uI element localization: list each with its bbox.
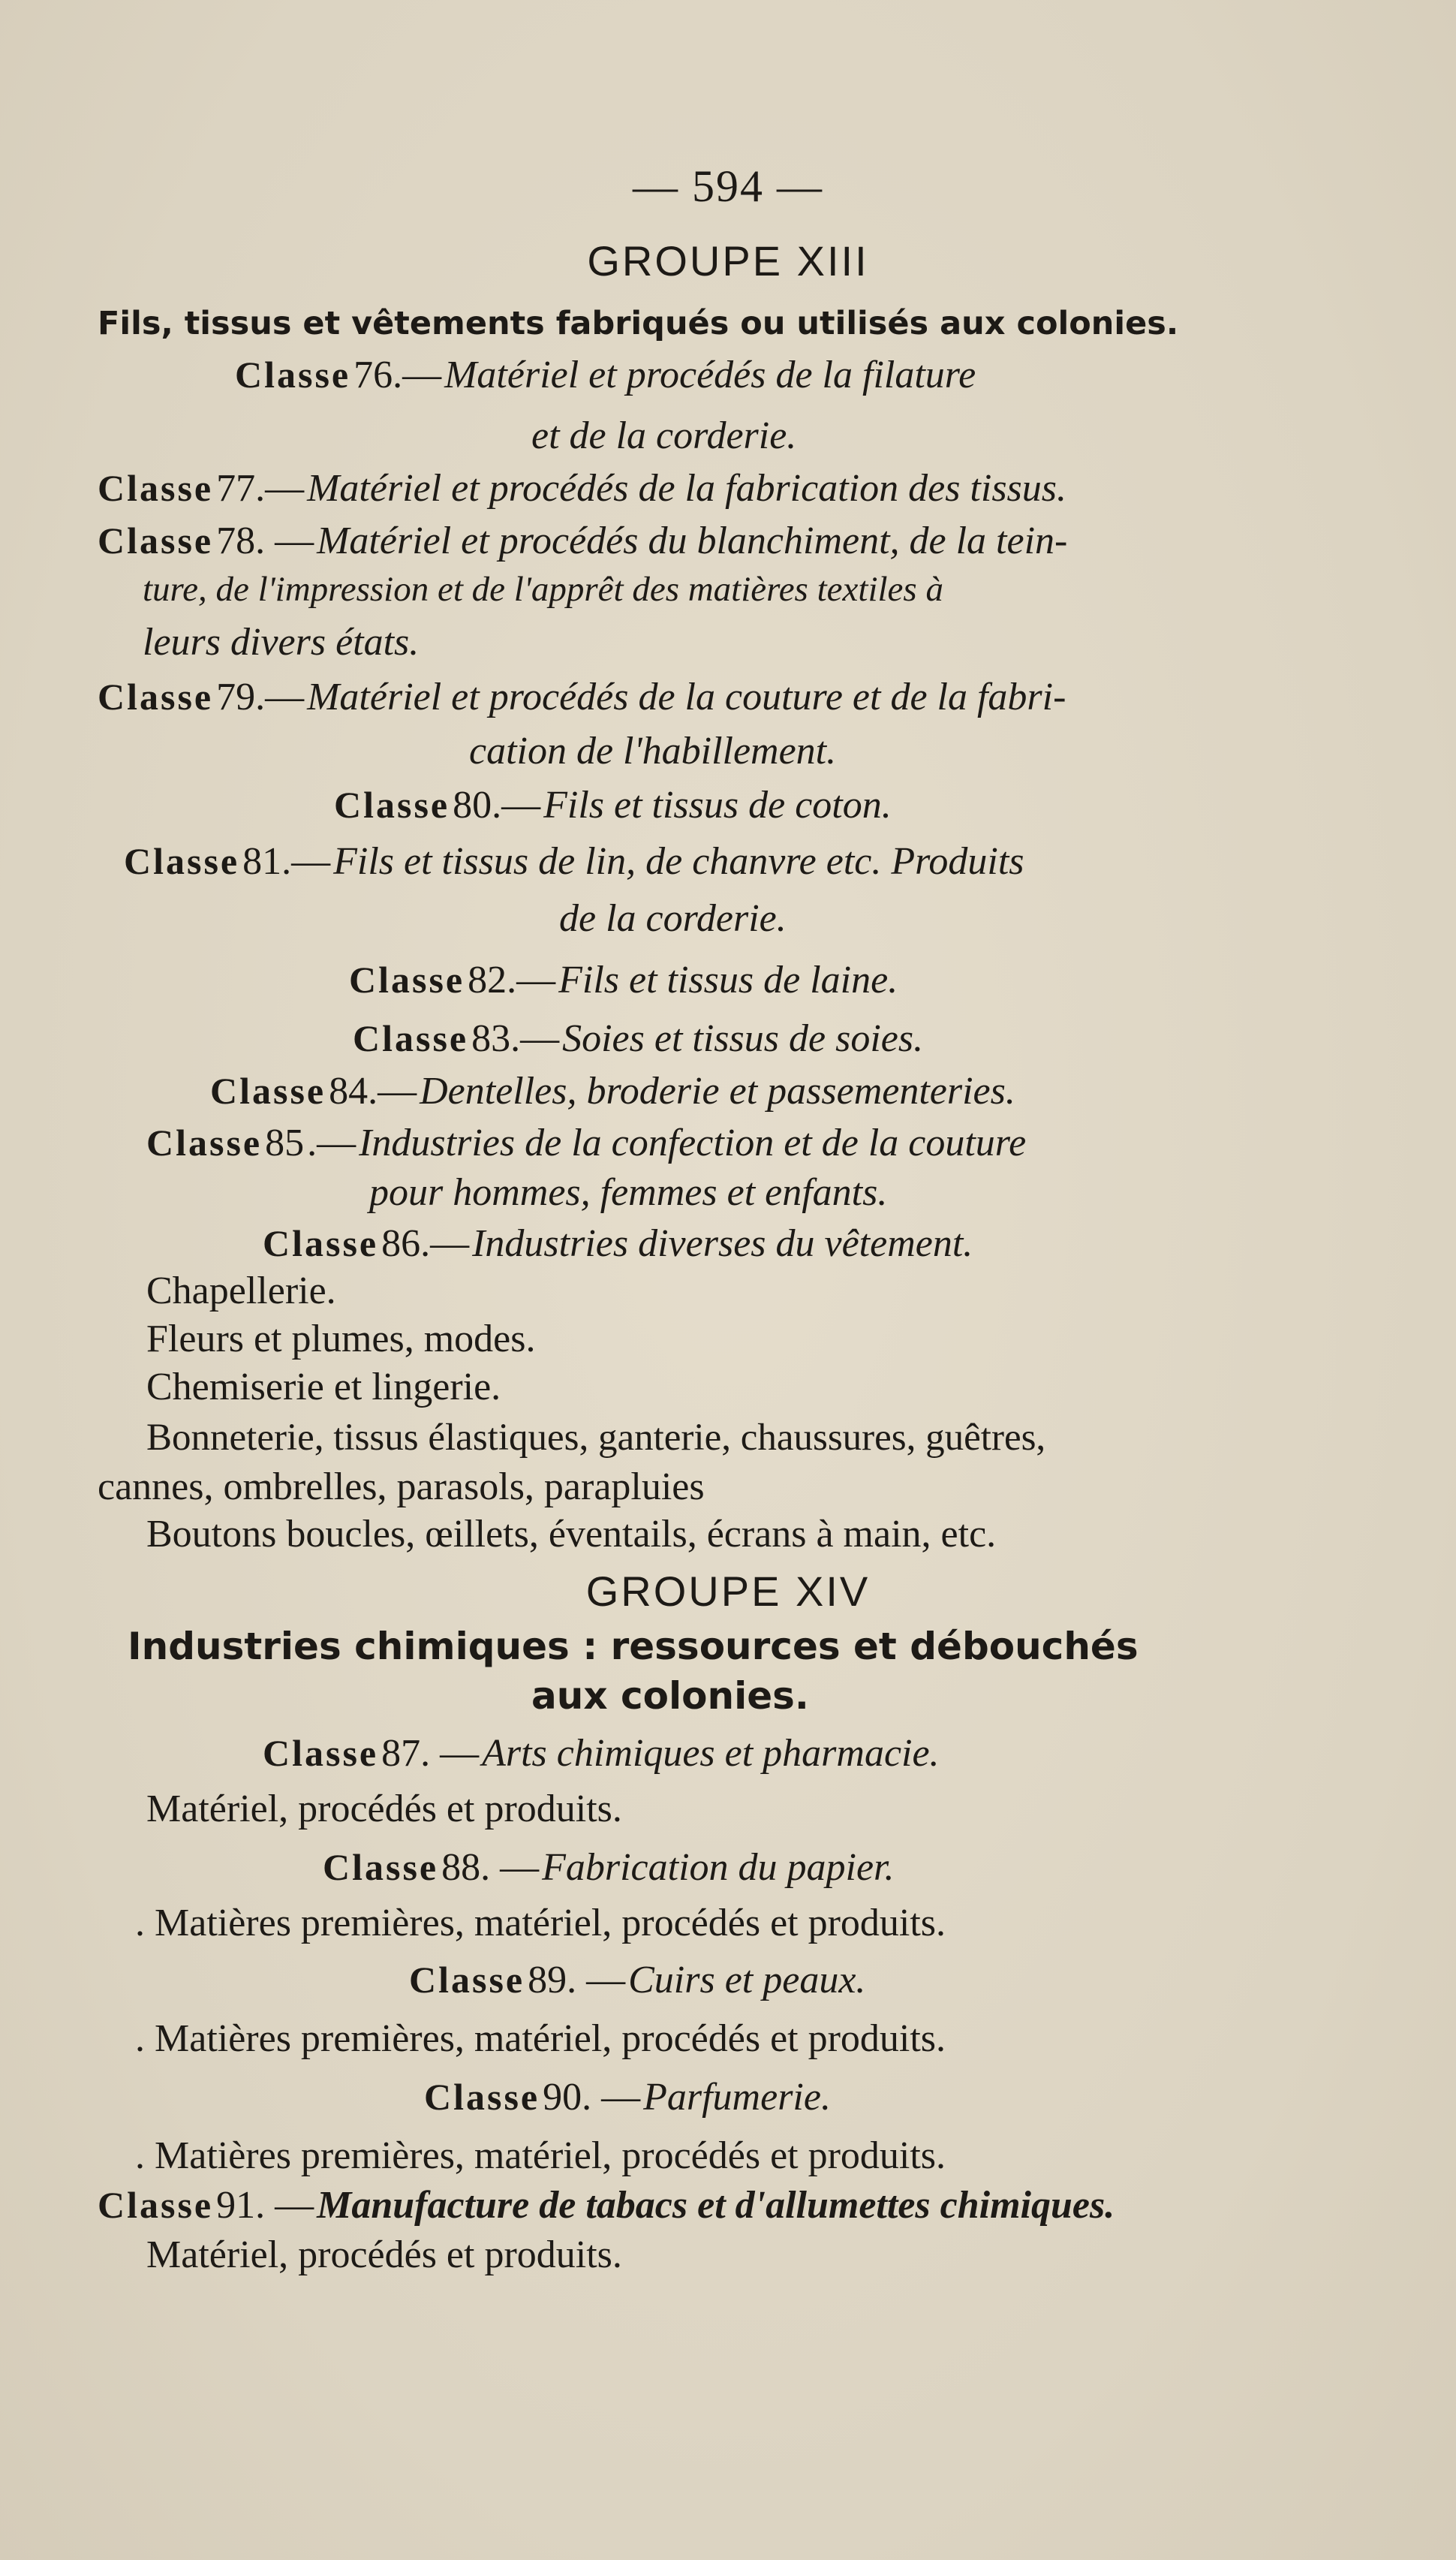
classe-79-text-1: Matériel et procédés de la couture et de la fabri- [307,676,1066,718]
classe-79-line-1 [98,678,1066,717]
group-13-title: GROUPE XIII [587,237,869,285]
classe-88-dash: . — [480,1846,540,1889]
classe-83-number: 83 [471,1017,511,1060]
classe-91-number: 91 [216,2184,256,2227]
classe-82-number: 82 [468,959,507,1001]
item-chapellerie: Chapellerie. [146,1269,336,1312]
classe-79-label: Classe [98,676,214,718]
classe-84-dash: .— [368,1070,417,1113]
classe-78-label: Classe [98,520,214,562]
classe-83-label: Classe [353,1017,469,1059]
classe-78-text-3: leurs divers états. [143,621,420,664]
classe-82-label: Classe [349,959,465,1001]
classe-82-line [349,961,898,1000]
classe-86-dash: .— [420,1222,470,1265]
classe-77-text: Matériel et procédés de la fabrication des tissus. [307,467,1067,510]
classe-90-number: 90 [543,2076,582,2119]
classe-90-text: Parfumerie. [643,2076,831,2119]
classe-88-label: Classe [323,1846,439,1888]
classe-87-detail: Matériel, procédés et produits. [146,1787,622,1830]
classe-84-label: Classe [210,1070,326,1112]
classe-78-dash: . — [255,520,314,562]
classe-85-number: 85 [265,1122,305,1164]
classe-85-line-1 [146,1124,1026,1163]
classe-89-dash: . — [567,1959,626,2001]
page-number: — 594 — [633,161,823,211]
classe-82-text: Fils et tissus de laine. [558,959,898,1001]
classe-83-text: Soies et tissus de soies. [562,1017,924,1060]
item-bonneterie: Bonneterie, tissus élastiques, ganterie, chaussures, guêtres, [146,1417,1046,1459]
classe-76-number: 76 [353,354,393,396]
classe-86-number: 86 [381,1222,421,1265]
classe-88-detail: . Matières premières, matériel, procédés et produits. [135,1902,946,1944]
classe-84-number: 84 [329,1070,369,1113]
classe-85-text-1: Industries de la confection et de la couture [359,1122,1027,1164]
classe-87-line [263,1734,940,1773]
item-fleurs: Fleurs et plumes, modes. [146,1318,536,1360]
classe-77-label: Classe [98,467,214,509]
item-cannes: cannes, ombrelles, parasols, parapluies [98,1465,705,1508]
classe-89-line [409,1961,865,2000]
classe-91-line [98,2186,1115,2225]
classe-80-number: 80 [453,784,492,827]
classe-78-line-1 [98,522,1067,561]
classe-82-dash: .— [507,959,556,1001]
group-13-subtitle: Fils, tissus et vêtements fabriqués ou utilisés aux colonies. [98,305,1179,342]
classe-77-number: 77 [216,467,256,510]
classe-76-text-1: Matériel et procédés de la filature [444,354,976,396]
group-14-subtitle-1: Industries chimiques : ressources et débouchés [128,1625,1139,1668]
classe-91-text: Manufacture de tabacs et d'allumettes chimiques. [317,2184,1115,2227]
classe-76-label: Classe [235,354,351,396]
classe-84-text: Dentelles, broderie et passementeries. [420,1070,1015,1113]
classe-80-line [334,786,892,825]
classe-79-number: 79 [216,676,256,718]
classe-80-dash: .— [492,784,541,827]
classe-89-detail: . Matières premières, matériel, procédés et produits. [135,2017,946,2060]
classe-78-text-2: ture, de l'impression et de l'apprêt des matières textiles à [143,570,943,609]
classe-91-dash: . — [255,2184,314,2227]
group-14-subtitle-2: aux colonies. [531,1674,809,1718]
classe-85-dash: .— [307,1122,356,1164]
classe-87-number: 87 [381,1732,421,1775]
classe-88-number: 88 [441,1846,481,1889]
classe-81-text-1: Fils et tissus de lin, de chanvre etc. Produits [333,840,1024,883]
item-chemiserie: Chemiserie et lingerie. [146,1366,501,1408]
classe-80-label: Classe [334,784,450,826]
classe-91-label: Classe [98,2184,214,2226]
classe-89-text: Cuirs et peaux. [628,1959,866,2001]
classe-76-text-2: et de la corderie. [531,414,797,457]
classe-79-text-2: cation de l'habillement. [469,730,837,773]
classe-88-line [323,1848,895,1887]
classe-86-text: Industries diverses du vêtement. [472,1222,973,1265]
classe-76-line-1 [235,356,976,395]
classe-87-label: Classe [263,1732,379,1774]
classe-81-line-1 [124,842,1024,881]
classe-76-dash: .— [393,354,442,396]
classe-81-dash: .— [281,840,331,883]
classe-90-line [424,2078,831,2117]
classe-89-number: 89 [528,1959,567,2001]
item-boutons: Boutons boucles, œillets, éventails, écrans à main, etc. [146,1513,997,1556]
classe-90-dash: . — [582,2076,641,2119]
classe-83-dash: .— [510,1017,560,1060]
classe-81-text-2: de la corderie. [559,897,787,940]
classe-84-line [210,1072,1015,1111]
classe-81-number: 81 [242,840,282,883]
classe-86-label: Classe [263,1222,379,1264]
classe-86-line [263,1224,973,1263]
classe-83-line [353,1019,923,1059]
classe-90-detail: . Matières premières, matériel, procédés et produits. [135,2134,946,2177]
classe-87-dash: . — [420,1732,480,1775]
classe-89-label: Classe [409,1959,525,2001]
classe-90-label: Classe [424,2076,540,2118]
classe-85-text-2: pour hommes, femmes et enfants. [369,1171,888,1214]
group-14-title: GROUPE XIV [585,1568,871,1615]
classe-79-dash: .— [255,676,305,718]
classe-78-number: 78 [216,520,256,562]
classe-80-text: Fils et tissus de coton. [543,784,892,827]
classe-87-text: Arts chimiques et pharmacie. [482,1732,940,1775]
classe-77-dash: .— [255,467,305,510]
classe-91-detail: Matériel, procédés et produits. [146,2233,622,2276]
classe-81-label: Classe [124,840,240,882]
classe-88-text: Fabrication du papier. [542,1846,895,1889]
classe-85-label: Classe [146,1122,263,1164]
classe-77-line [98,469,1066,508]
classe-78-text-1: Matériel et procédés du blanchiment, de la tein- [317,520,1068,562]
